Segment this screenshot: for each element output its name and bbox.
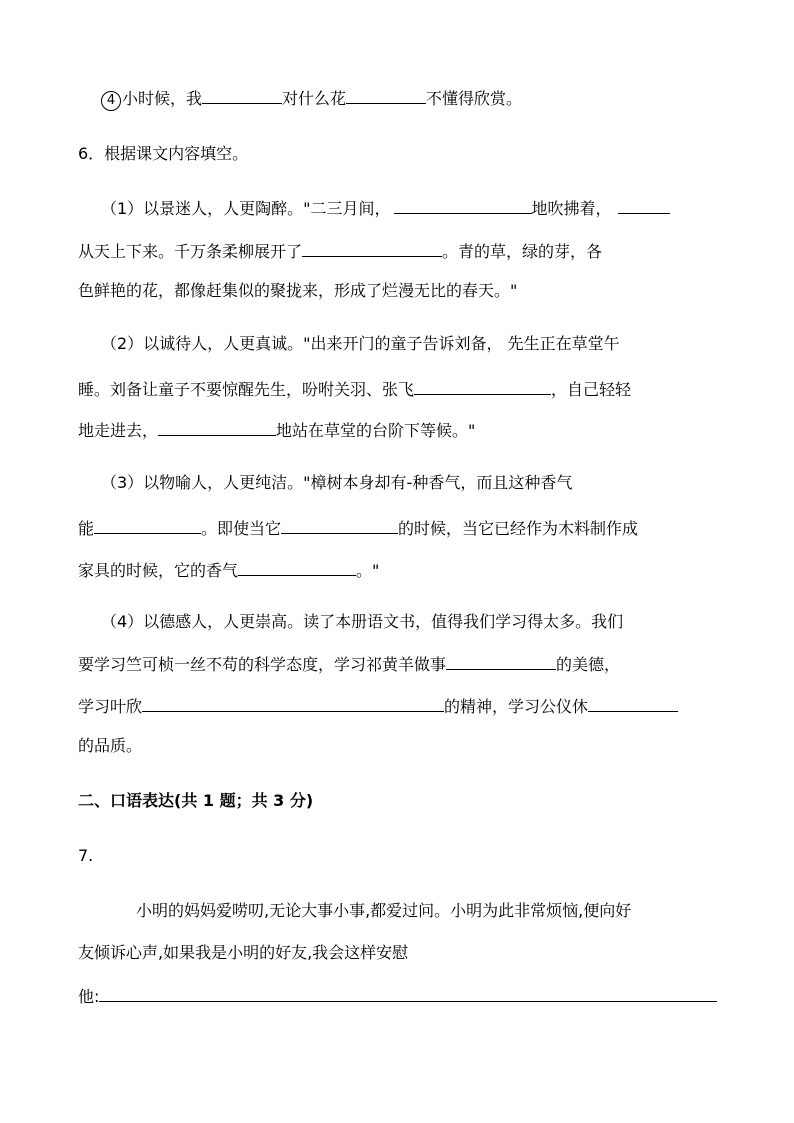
q6-p3-line-2: [78, 516, 638, 538]
q6-p4-line-2: [78, 652, 620, 674]
q6-p4-text: 的精神，学习公仪休: [444, 697, 589, 716]
q7-text: 他:: [78, 987, 100, 1006]
q7-number: 7.: [78, 846, 94, 865]
q6-p1-text: （1）以景迷人，人更陶醉。"二三月间，: [101, 199, 391, 218]
q6-p1-text: 从天上下来。千万条柔柳展开了: [78, 242, 303, 261]
answer-blank[interactable]: [94, 516, 201, 534]
q6-p3-text: 。即使当它: [201, 519, 282, 538]
q6-p3-line-3: [78, 558, 379, 580]
answer-blank[interactable]: [238, 558, 356, 576]
q6-p2-text: 地站在草堂的台阶下等候。": [276, 421, 476, 440]
q6-p4-line-1: （4）以德感人，人更崇高。读了本册语文书，值得我们学习得太多。我们: [101, 612, 624, 631]
answer-blank[interactable]: [281, 516, 398, 534]
q6-p3-text: 能: [78, 519, 95, 538]
answer-blank[interactable]: [414, 377, 551, 395]
q6-p3-text: 。": [356, 561, 380, 580]
q6-p3-line-1: （3）以物喻人，人更纯洁。"樟树本身却有-种香气，而且这种香气: [101, 473, 573, 492]
answer-blank[interactable]: [446, 652, 556, 670]
q6-p2-text: 睡。刘备让童子不要惊醒先生，吩咐关羽、张飞: [78, 380, 415, 399]
q6-p2-line-3: [78, 418, 475, 440]
answer-blank[interactable]: [302, 239, 442, 257]
q6-p4-line-3: [78, 694, 678, 716]
answer-blank[interactable]: [346, 86, 426, 104]
q6-p1-text: 地吹拂着，: [531, 199, 612, 218]
answer-blank[interactable]: [158, 418, 276, 436]
circled-number-marker: 4: [101, 91, 121, 111]
q5-item-4-text-2: 对什么花: [282, 89, 347, 108]
q6-p1-text: 。青的草，绿的芽，各: [442, 242, 603, 261]
q5-item-4: [101, 86, 522, 108]
answer-blank[interactable]: [142, 694, 444, 712]
q5-item-4-text-1: 小时候，我: [122, 89, 203, 108]
q6-p2-line-2: [78, 377, 631, 399]
q6-p4-text: 要学习竺可桢一丝不苟的科学态度，学习祁黄羊做事: [78, 655, 447, 674]
q6-p1-line-2: [78, 239, 602, 261]
q6-p2-text: 地走进去，: [78, 421, 159, 440]
q7-line-1: 小明的妈妈爱唠叨,无论大事小事,都爱过问。小明为此非常烦恼,便向好: [136, 901, 632, 920]
q6-p4-text: 的美德，: [556, 655, 621, 674]
q6-p2-text: ，自己轻轻: [551, 380, 632, 399]
answer-blank[interactable]: [99, 984, 717, 1002]
answer-blank[interactable]: [618, 196, 670, 214]
q6-title: 6．根据课文内容填空。: [78, 144, 249, 163]
q6-p4-text: 学习叶欣: [78, 697, 143, 716]
q6-p1-line-3: 色鲜艳的花，都像赶集似的聚拢来，形成了烂漫无比的春天。": [78, 281, 518, 300]
q7-line-2: 友倾诉心声,如果我是小明的好友,我会这样安慰: [78, 943, 409, 962]
q6-p3-text: 家具的时候，它的香气: [78, 561, 239, 580]
q6-p1-line-1: [101, 196, 670, 218]
section-2-heading: 二、口语表达(共 1 题；共 3 分): [78, 791, 314, 810]
answer-blank[interactable]: [202, 86, 282, 104]
q7-line-3: [78, 984, 717, 1006]
q6-p3-text: 的时候，当它已经作为木料制作成: [398, 519, 639, 538]
answer-blank[interactable]: [588, 694, 678, 712]
q6-p2-line-1: （2）以诚待人，人更真诚。"出来开门的童子告诉刘备， 先生正在草堂午: [101, 334, 620, 353]
q6-p4-line-4: 的品质。: [78, 736, 143, 755]
answer-blank[interactable]: [394, 196, 532, 214]
q5-item-4-text-3: 不懂得欣赏。: [426, 89, 523, 108]
